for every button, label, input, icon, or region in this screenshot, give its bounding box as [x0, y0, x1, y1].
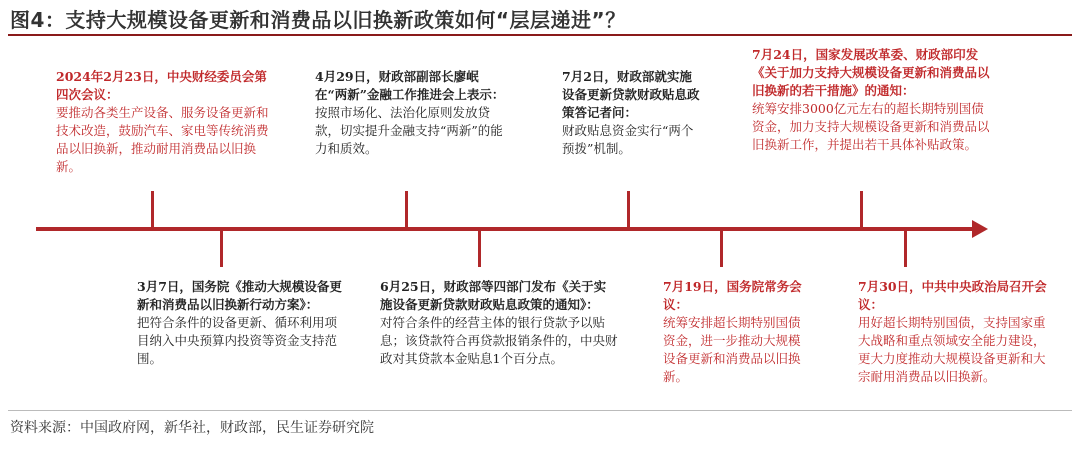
event-jun25-head: 6月25日，财政部等四部门发布《关于实施设备更新贷款财政贴息政策的通知》： [380, 279, 607, 312]
event-jul2-head: 7月2日，财政部就实施设备更新贷款财政贴息政策答记者问： [562, 69, 700, 120]
event-jul30-head: 7月30日，中共中央政治局召开会议： [858, 279, 1047, 312]
event-apr29-body: 按照市场化、法治化原则发放贷款，切实提升金融支持“两新”的能力和质效。 [315, 105, 503, 156]
event-jul30 [858, 278, 1048, 386]
event-jul24-body: 统筹安排3000亿元左右的超长期特别国债资金，加力支持大规模设备更新和消费品以旧换新工作，并提出若干具体补贴政策。 [752, 101, 990, 152]
source-note: 资料来源：中国政府网，新华社，财政部，民生证券研究院 [10, 420, 374, 436]
footer-rule [8, 410, 1072, 411]
tick-jun25 [478, 229, 481, 267]
tick-jul30 [904, 229, 907, 267]
event-mar7-head: 3月7日，国务院《推动大规模设备更新和消费品以旧换新行动方案》： [137, 279, 342, 312]
event-jul24 [752, 46, 990, 154]
event-jun25 [380, 278, 618, 368]
tick-feb23 [151, 191, 154, 229]
event-feb23 [56, 68, 270, 176]
tick-jul24 [860, 191, 863, 229]
tick-jul19 [720, 229, 723, 267]
timeline-axis [36, 227, 976, 231]
event-jun25-body: 对符合条件的经营主体的银行贷款予以贴息；该贷款符合再贷款报销条件的，中央财政对其贷款本金贴息1个百分点。 [380, 315, 618, 366]
tick-apr29 [405, 191, 408, 229]
event-jul24-head: 7月24日，国家发展改革委、财政部印发《关于加力支持大规模设备更新和消费品以旧换新的若干措施》的通知： [752, 47, 990, 98]
event-jul2 [562, 68, 702, 158]
title-rule [8, 34, 1072, 36]
event-feb23-head: 2024年2月23日，中央财经委员会第四次会议： [56, 69, 267, 102]
tick-jul2 [627, 191, 630, 229]
event-jul19-head: 7月19日，国务院常务会议： [663, 279, 802, 312]
event-mar7-body: 把符合条件的设备更新、循环利用项目纳入中央预算内投资等资金支持范围。 [137, 315, 338, 366]
figure-title: 图4：支持大规模设备更新和消费品以旧换新政策如何“层层递进”？ [10, 8, 626, 32]
event-apr29-head: 4月29日，财政部副部长廖岷在“两新”金融工作推进会上表示： [315, 69, 505, 102]
tick-mar7 [220, 229, 223, 267]
event-mar7 [137, 278, 347, 368]
event-jul2-body: 财政贴息资金实行“两个预拨”机制。 [562, 123, 694, 156]
event-jul19 [663, 278, 811, 386]
event-feb23-body: 要推动各类生产设备、服务设备更新和技术改造，鼓励汽车、家电等传统消费品以旧换新，推动耐用消费品以旧换新。 [56, 105, 269, 174]
event-jul19-body: 统筹安排超长期特别国债资金，进一步推动大规模设备更新和消费品以旧换新。 [663, 315, 801, 384]
event-apr29 [315, 68, 505, 158]
event-jul30-body: 用好超长期特别国债，支持国家重大战略和重点领域安全能力建设，更大力度推动大规模设备更新和大宗耐用消费品以旧换新。 [858, 315, 1046, 384]
timeline-arrow-icon [972, 220, 988, 238]
